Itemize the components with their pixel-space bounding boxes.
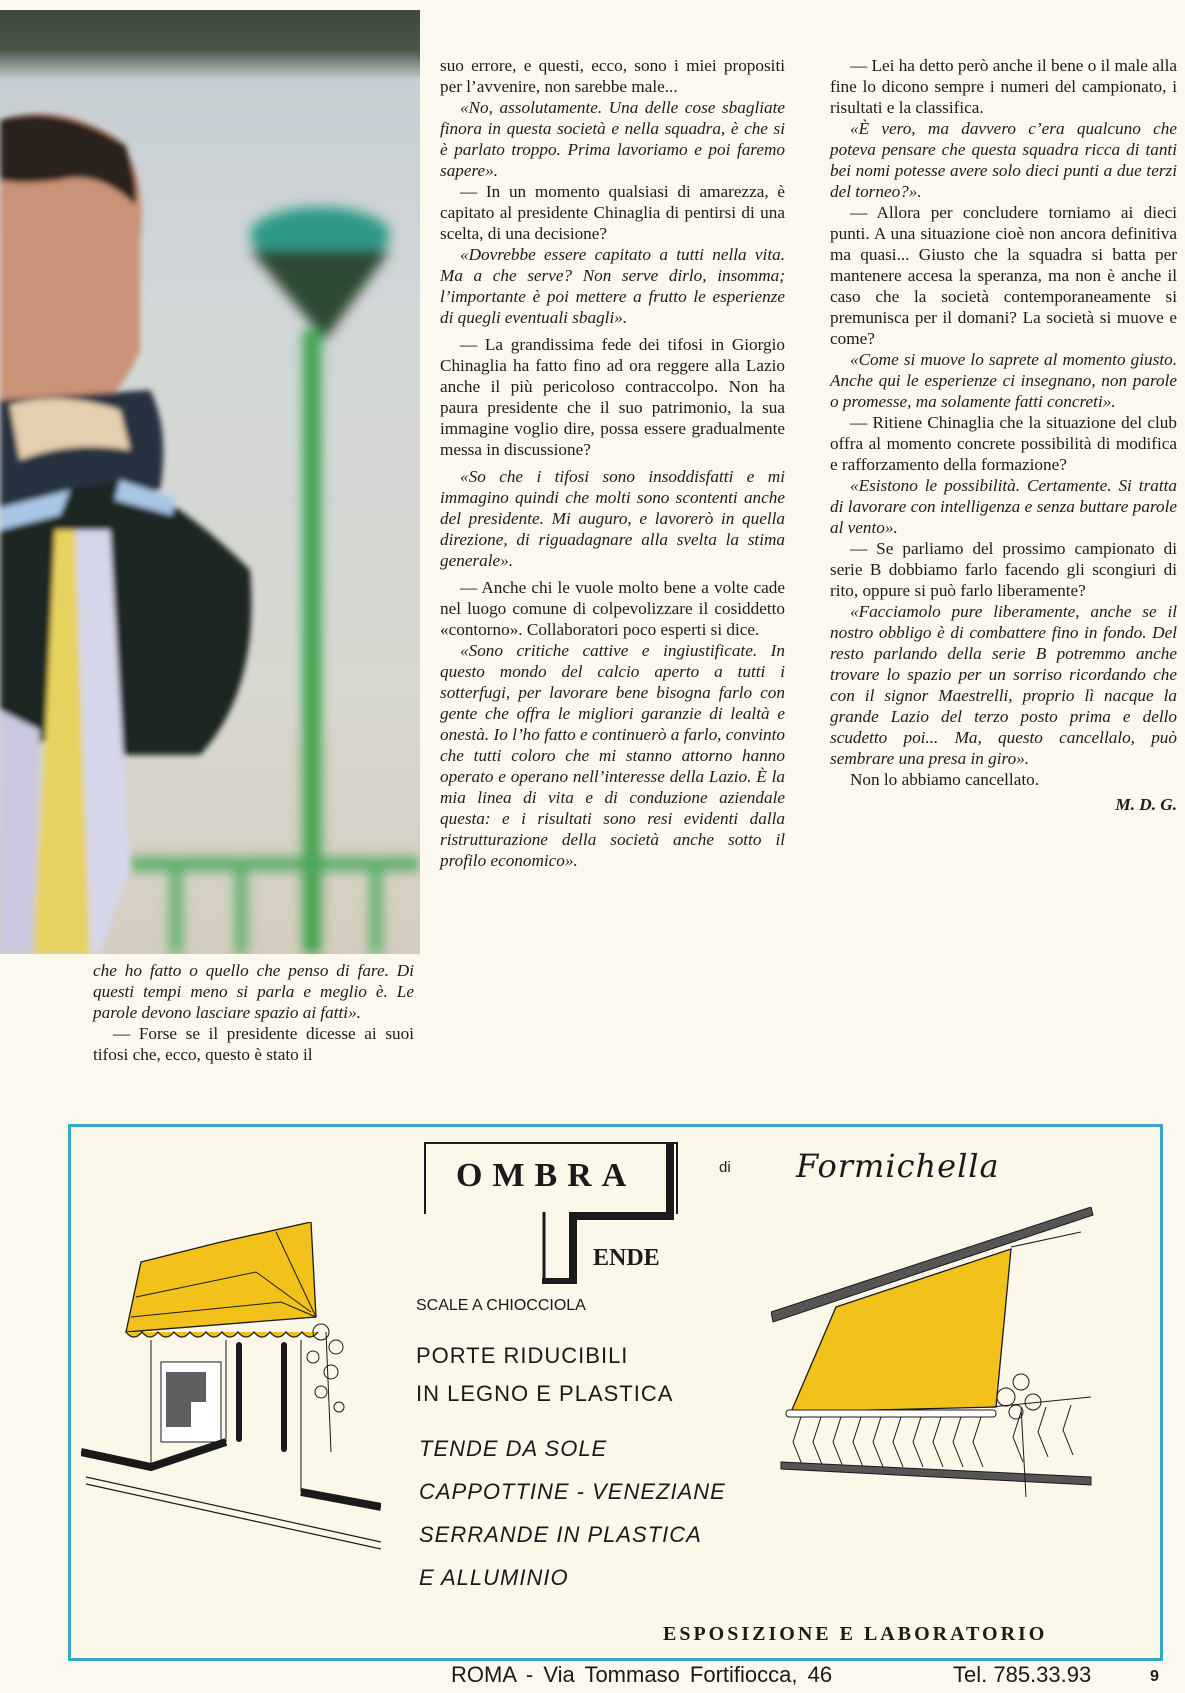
article-column-1 [93,960,414,1065]
showroom-label: ESPOSIZIONE E LABORATORIO [663,1623,1048,1645]
hanging-plant [307,1324,344,1452]
question-paragraph: — La grandissima fede dei tifosi in Giorgio Chinaglia ha fatto fino ad ora reggere alla Lazio anche il più pericoloso contraccolpo. Non ha paura presidente che il suo patrimonio, la sua immagine voglio dire, possa essere gradualmente messa in discussione? [440,335,785,459]
answer-paragraph: «Facciamolo pure liberamente, anche se il nostro obbligo è di combattere fino in fondo. Del resto parlando della serie B potremmo anche trovare lo spazio per un sorriso ricordando che con il signor Maestrelli, proprio lì nacque la grande Lazio del terzo posto prima e dello scudetto poi... Ma, questo cancellalo, può sembrare una presa in giro». [830,602,1177,768]
question-paragraph: — In un momento qualsiasi di amarezza, è capitato al presidente Chinaglia di pentirsi di una scelta, di una decisione? [440,182,785,243]
answer-paragraph: «Sono critiche cattive e ingiustificate. In questo mondo del calcio aperto a tutti i sotterfugi, per lavorare bene bisogna farlo con gente che offra le migliori garanzie di lealtà e onestà. Io l’ho fatto e continuerò a farlo, convinto che tutti coloro che mi stanno attorno hanno operato e operano nell’interesse della Lazio. È la mia linea di vita e di conduzione aziendale questa: e i risultati sono resi evidenti dalla ristrutturazione della società anche sotto il profilo economico». [440,641,785,870]
product-tende [419,1427,726,1599]
closing-line: Non lo abbiamo cancellato. [850,770,1039,789]
question-paragraph: suo errore, e questi, ecco, sono i miei propositi per l’avvenire, non sarebbe male... [440,56,785,96]
product-line: TENDE DA SOLE [419,1436,608,1461]
product-porte [416,1337,673,1413]
photo-illustration [0,10,420,954]
answer-paragraph: che ho fatto o quello che penso di fare. Di questi tempi meno si parla e meglio è. Le parole devono lasciare spazio ai fatti». [93,961,414,1022]
question-paragraph: — Ritiene Chinaglia che la situazione del club offra al momento concrete possibilità di modifica e rafforzamento della formazione? [830,413,1177,474]
question-paragraph: — Allora per concludere torniamo ai dieci punti. A una situazione cioè non ancora definitiva ma quasi... Giusto che la squadra si batta per mantenere accesa la speranza, ma non è anche il caso che la società contemporaneamente si premunisca per il domani? La società si muove e come? [830,203,1177,348]
article-column-3 [830,55,1177,815]
answer-paragraph: «Dovrebbe essere capitato a tutti nella vita. Ma a che serve? Non serve dirlo, insomma; l’importante è poi mettere a frutto le esperienze di quegli eventuali sbagli». [440,245,785,327]
product-line: IN LEGNO E PLASTICA [416,1381,674,1406]
balcony-awning-illustration [771,1207,1101,1507]
question-paragraph: — Anche chi le vuole molto bene a volte cade nel luogo comune di colpevolizzare il cosiddetto «contorno». Collaboratori poco esperti si dice. [440,578,785,639]
address: ROMA - Via Tommaso Fortifiocca, 46 [451,1662,833,1687]
product-line: SERRANDE IN PLASTICA [419,1522,702,1547]
storefront-awning-illustration [81,1222,381,1552]
article-column-2 [440,55,785,871]
advertisement-box [68,1124,1163,1687]
answer-paragraph: «È vero, ma davvero c’era qualcuno che poteva pensare che questa squadra ricca di tanti bei nomi potesse avere solo dieci punti a due terzi del torneo?». [830,119,1177,201]
answer-paragraph: «So che i tifosi sono insoddisfatti e mi immagino quindi che molti sono scontenti anche del presidente. Mi auguro, e lavorerò in quella direzione, di riguadagnare alla svelta la stima generale». [440,467,785,570]
man-figure [0,113,251,954]
question-paragraph: — Lei ha detto però anche il bene o il male alla fine lo dicono sempre i numeri del campionato, i risultati e la classifica. [830,56,1177,117]
brand-ende: ENDE [593,1245,660,1271]
question-paragraph: — Se parliamo del prossimo campionato di serie B dobbiamo farlo facendo gli scongiuri di rito, oppure si può farlo liberamente? [830,539,1177,600]
page-number: 9 [1150,1668,1159,1685]
answer-paragraph: «Come si muove lo saprete al momento giusto. Anche qui le esperienze ci insegnano, non parole o promesse, ma solamente fatti concreti». [830,350,1177,411]
author-signature: M. D. G. [1115,795,1177,814]
brand-formichella: Formichella [796,1147,1000,1185]
brand-ombra: OMBRA [456,1157,637,1194]
product-line: CAPPOTTINE - VENEZIANE [419,1479,726,1504]
phone-number: Tel. 785.33.93 [953,1662,1092,1687]
answer-paragraph: «Esistono le possibilità. Certamente. Si tratta di lavorare con intelligenza e senza buttare parole al vento». [830,476,1177,537]
product-scale: SCALE A CHIOCCIOLA [416,1297,586,1314]
question-paragraph: — Forse se il presidente dicesse ai suoi tifosi che, ecco, questo è stato il [93,1024,414,1064]
brand-di: di [719,1159,731,1176]
article-photo [0,10,420,954]
product-line: E ALLUMINIO [419,1565,569,1590]
answer-paragraph: «No, assolutamente. Una delle cose sbagliate finora in questa società e nella squadra, è che si è parlato troppo. Prima lavoriamo e poi faremo sapere». [440,98,785,180]
product-line: PORTE RIDUCIBILI [416,1343,629,1368]
